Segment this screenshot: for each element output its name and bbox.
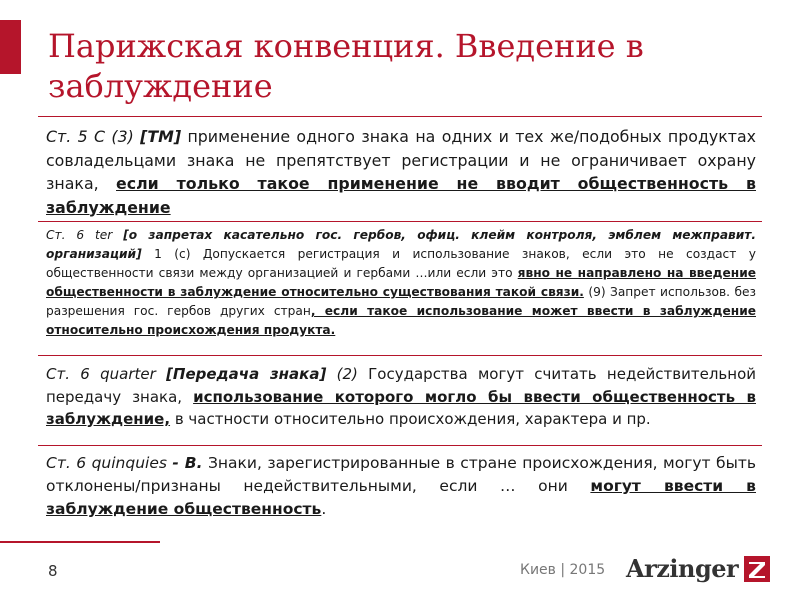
text-segment: Государства могут считать недействительной передачу знака,	[46, 365, 757, 406]
slide-title: Парижская конвенция. Введение в заблуждение	[48, 27, 644, 105]
city-year: Киев | 2015	[520, 562, 606, 578]
text-segment: Ст. 6 quinquies	[46, 454, 173, 472]
text-segment: , если такое использование может ввести в заблуждение относительно происхождения продукта.	[46, 304, 756, 337]
text-segment: Ст. 5 С (3)	[46, 127, 141, 146]
accent-bar	[0, 20, 21, 74]
text-segment: в частности относительно происхождения, характера и пр.	[170, 410, 651, 428]
text-segment: Знаки, зарегистрированные в стране происхождения, могут быть отклонены/признаны недействительными, если … они	[46, 454, 756, 495]
article-6quinquies-paragraph	[46, 452, 756, 521]
text-segment: Ст. 6 ter	[46, 228, 124, 242]
article-6quarter-paragraph	[46, 363, 756, 431]
divider	[38, 221, 762, 222]
divider	[38, 355, 762, 356]
company-logo	[626, 554, 770, 583]
text-segment: могут ввести в заблуждение общественность	[46, 477, 756, 518]
logo-text: Arzinger	[626, 554, 739, 583]
text-segment: - B.	[172, 454, 203, 472]
footer-accent-line	[0, 541, 160, 543]
divider	[38, 445, 762, 446]
text-segment: [о запретах касательно гос. гербов, офиц. клейм контроля, эмблем межправит. организаций]	[46, 228, 756, 261]
divider	[38, 116, 762, 117]
text-segment: [TM]	[140, 127, 182, 146]
text-segment: (9) Запрет использов. без разрешения гос. гербов других стран	[46, 285, 756, 318]
logo-mark-icon	[744, 556, 770, 582]
page-number: 8	[48, 562, 58, 580]
text-segment: .	[321, 500, 327, 518]
text-segment: явно не направлено на введение общественности в заблуждение относительно существования такой связи.	[46, 266, 757, 299]
text-segment: использование которого могло бы ввести общественность в заблуждение,	[46, 387, 757, 428]
article-5c3-paragraph	[46, 125, 756, 219]
text-segment: [Передача знака]	[166, 365, 327, 383]
article-6ter-paragraph	[46, 226, 756, 340]
text-segment: если только такое применение не вводит общественность в заблуждение	[46, 174, 756, 217]
text-segment: Ст. 6 quarter	[46, 365, 167, 383]
text-segment: (2)	[326, 365, 369, 383]
text-segment: 1 (с) Допускается регистрация и использование знаков, если это не создаст у общественности связи между организацией и гербами …или если это	[46, 247, 756, 280]
text-segment: применение одного знака на одних и тех же/подобных продуктах совладельцами знака не препятствует регистрации и не ограничивает охрану знака,	[46, 127, 756, 193]
